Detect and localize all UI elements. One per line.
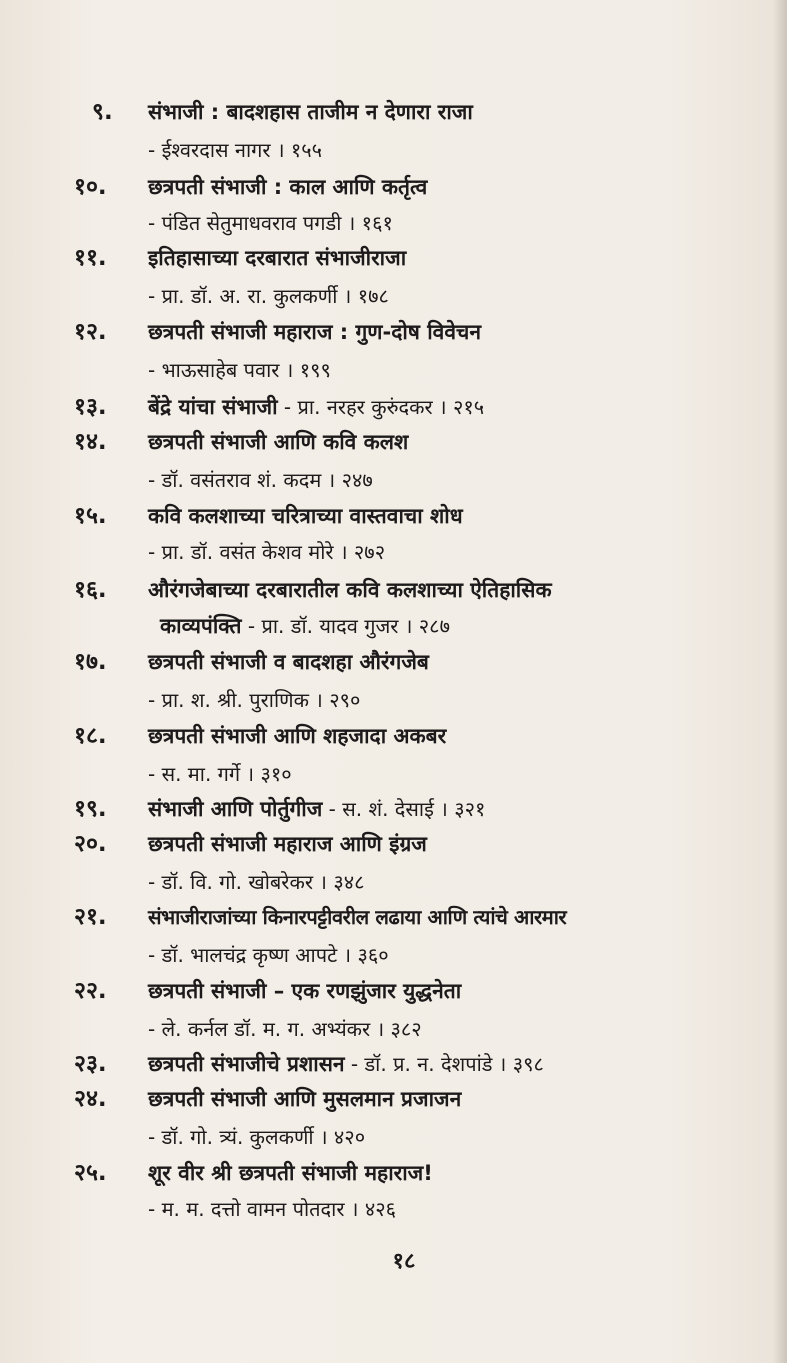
entry-number: १४. xyxy=(74,429,107,455)
entry-number: २२. xyxy=(74,978,107,1004)
entry-title-with-author xyxy=(148,1048,544,1080)
entry-author: - डॉ. प्र. न. देशपांडे । ३९८ xyxy=(344,1052,544,1076)
entry-title: इतिहासाच्या दरबारात संभाजीराजा xyxy=(148,246,407,270)
page-number: १८ xyxy=(392,1249,416,1274)
entry-author: - म. म. दत्तो वामन पोतदार । ४२६ xyxy=(148,1197,397,1221)
entry-title: बेंद्रे यांचा संभाजी xyxy=(148,395,278,419)
entry-title-with-author xyxy=(148,391,484,423)
entry-number: १३. xyxy=(74,394,107,420)
entry-author: - प्रा. डॉ. यादव गुजर । २८७ xyxy=(241,614,450,638)
entry-title: छत्रपती संभाजी आणि मुसलमान प्रजाजन xyxy=(148,1087,462,1111)
entry-title: शूर वीर श्री छत्रपती संभाजी महाराज! xyxy=(148,1161,433,1185)
entry-number: २३. xyxy=(74,1051,107,1077)
entry-author: - भाऊसाहेब पवार । १९९ xyxy=(148,358,331,382)
entry-author: - ईश्वरदास नागर । १५५ xyxy=(148,138,323,162)
entry-number: १०. xyxy=(74,174,107,200)
entry-author: - प्रा. डॉ. वसंत केशव मोरे । २७२ xyxy=(148,540,386,564)
entry-title: संभाजी आणि पोर्तुगीज xyxy=(148,797,323,821)
entry-author: - डॉ. वसंतराव शं. कदम । २४७ xyxy=(148,468,373,492)
entry-title: छत्रपती संभाजी महाराज : गुण-दोष विवेचन xyxy=(148,320,482,344)
entry-author: - स. मा. गर्गे । ३१० xyxy=(148,762,292,786)
entry-number: १७. xyxy=(74,649,107,675)
entry-number: १५. xyxy=(74,503,107,529)
entry-author: - डॉ. भालचंद्र कृष्ण आपटे । ३६० xyxy=(148,943,389,967)
entry-title: औरंगजेबाच्या दरबारातील कवि कलशाच्या ऐतिहासिक xyxy=(148,578,552,602)
entry-title: छत्रपती संभाजी महाराज आणि इंग्रज xyxy=(148,832,427,856)
entry-number: १९. xyxy=(74,796,107,822)
entry-title-with-author xyxy=(148,793,485,825)
entry-number: ११. xyxy=(74,245,107,271)
entry-author: - स. शं. देसाई । ३२१ xyxy=(322,797,486,821)
entry-number: ९. xyxy=(92,99,113,125)
entry-author: - प्रा. श. श्री. पुराणिक । २९० xyxy=(148,688,361,712)
entry-author: - प्रा. डॉ. अ. रा. कुलकर्णी । १७८ xyxy=(148,284,389,308)
entry-title: संभाजी : बादशहास ताजीम न देणारा राजा xyxy=(148,100,473,124)
entry-number: २१. xyxy=(74,904,107,930)
entry-title: छत्रपती संभाजी व बादशहा औरंगजेब xyxy=(148,650,429,674)
entry-title-continued xyxy=(160,610,450,642)
entry-title: छत्रपती संभाजी – एक रणझुंजार युद्धनेता xyxy=(148,979,462,1003)
entry-author: - डॉ. गो. त्र्यं. कुलकर्णी । ४२० xyxy=(148,1125,366,1149)
entry-number: २४. xyxy=(74,1086,107,1112)
entry-title: छत्रपती संभाजी : काल आणि कर्तृत्व xyxy=(148,175,428,199)
entry-title: संभाजीराजांच्या किनारपट्टीवरील लढाया आणि त्यांचे आरमार xyxy=(148,905,567,929)
entry-title-line2: काव्यपंक्ति xyxy=(160,614,242,638)
entry-title: छत्रपती संभाजी आणि शहजादा अकबर xyxy=(148,724,447,748)
entry-title: छत्रपती संभाजी आणि कवि कलश xyxy=(148,430,409,454)
entry-author: - प्रा. नरहर कुरुंदकर । २१५ xyxy=(277,395,485,419)
entry-number: २५. xyxy=(74,1160,107,1186)
entry-title: कवि कलशाच्या चरित्राच्या वास्तवाचा शोध xyxy=(148,504,463,528)
entry-author: - ले. कर्नल डॉ. म. ग. अभ्यंकर । ३८२ xyxy=(148,1017,422,1041)
entry-number: १६. xyxy=(74,577,107,603)
entry-number: १२. xyxy=(74,319,107,345)
entry-number: १८. xyxy=(74,723,107,749)
entry-number: २०. xyxy=(74,831,107,857)
entry-author: - डॉ. वि. गो. खोबरेकर । ३४८ xyxy=(148,870,365,894)
entry-title: छत्रपती संभाजीचे प्रशासन xyxy=(148,1052,345,1076)
entry-author: - पंडित सेतुमाधवराव पगडी । १६१ xyxy=(148,211,393,235)
